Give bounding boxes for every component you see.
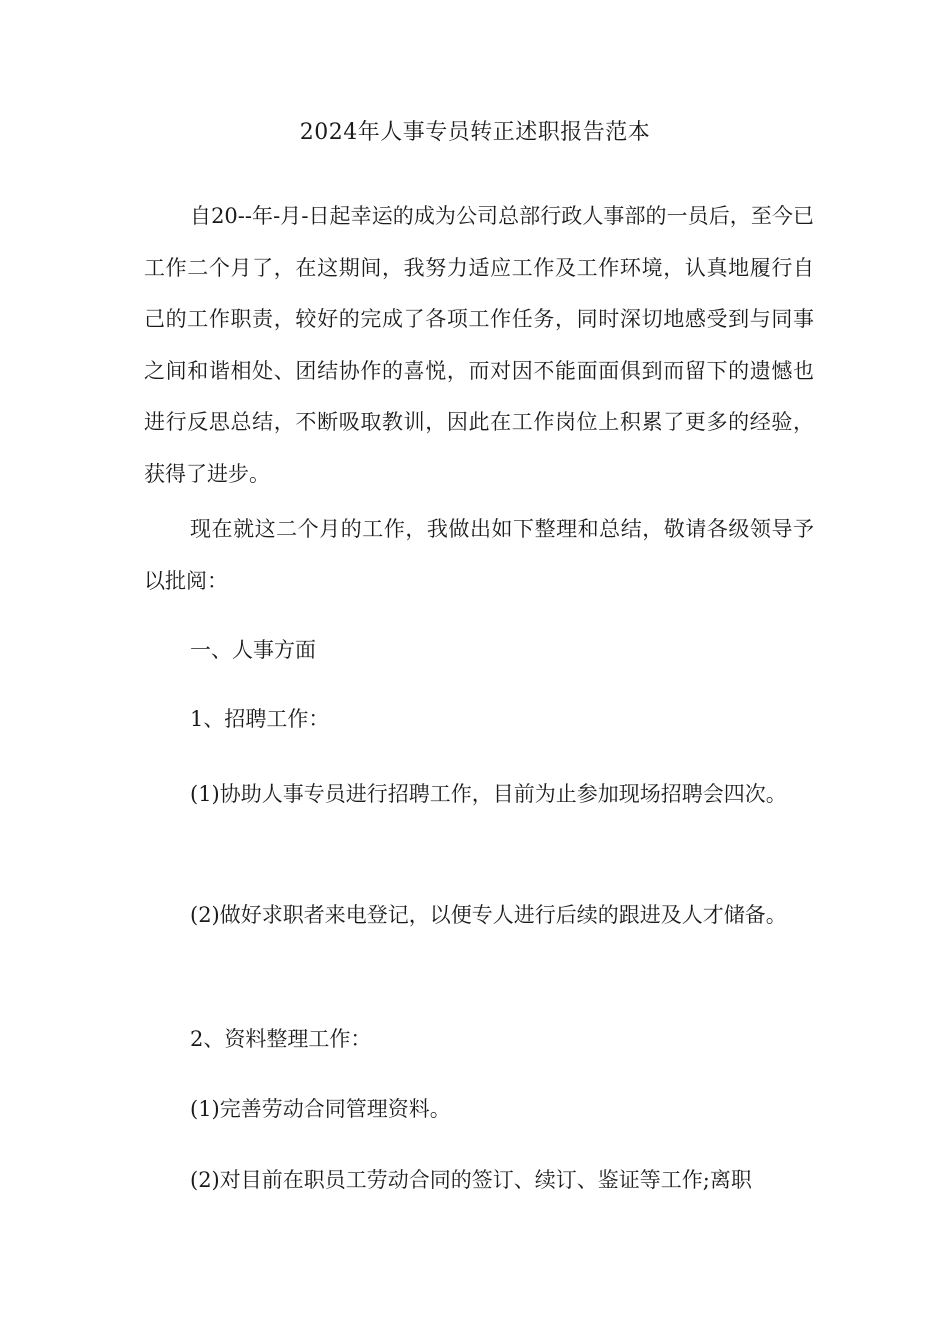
section-heading-hr: 一、人事方面 [190, 638, 316, 662]
subsection-heading-recruitment: 1、招聘工作： [190, 707, 330, 731]
paragraph-intro: 自20--年-月-日起幸运的成为公司总部行政人事部的一员后，至今已工作二个月了，在这期间，我努力适应工作及工作环境，认真地履行自己的工作职责，较好的完成了各项工作任务，同时深切地感受到与同事之间和谐相处、团结协作的喜悦，而对因不能面面俱到而留下的遗憾也进行反思总结，不断吸取教训，因此在工作岗位上积累了更多的经验，获得了进步。 [144, 204, 814, 486]
list-item-records-1: (1)完善劳动合同管理资料。 [190, 1097, 451, 1121]
list-item-recruitment-1: (1)协助人事专员进行招聘工作，目前为止参加现场招聘会四次。 [190, 782, 787, 806]
list-item-recruitment-2: (2)做好求职者来电登记，以便专人进行后续的跟进及人才储备。 [190, 903, 787, 927]
subsection-heading-records: 2、资料整理工作： [190, 1027, 372, 1051]
list-item-records-2: (2)对目前在职员工劳动合同的签订、续订、鉴证等工作;离职 [190, 1168, 752, 1192]
paragraph-summary-request: 现在就这二个月的工作，我做出如下整理和总结，敬请各级领导予以批阅： [144, 517, 814, 593]
document-title: 2024年人事专员转正述职报告范本 [299, 120, 651, 145]
